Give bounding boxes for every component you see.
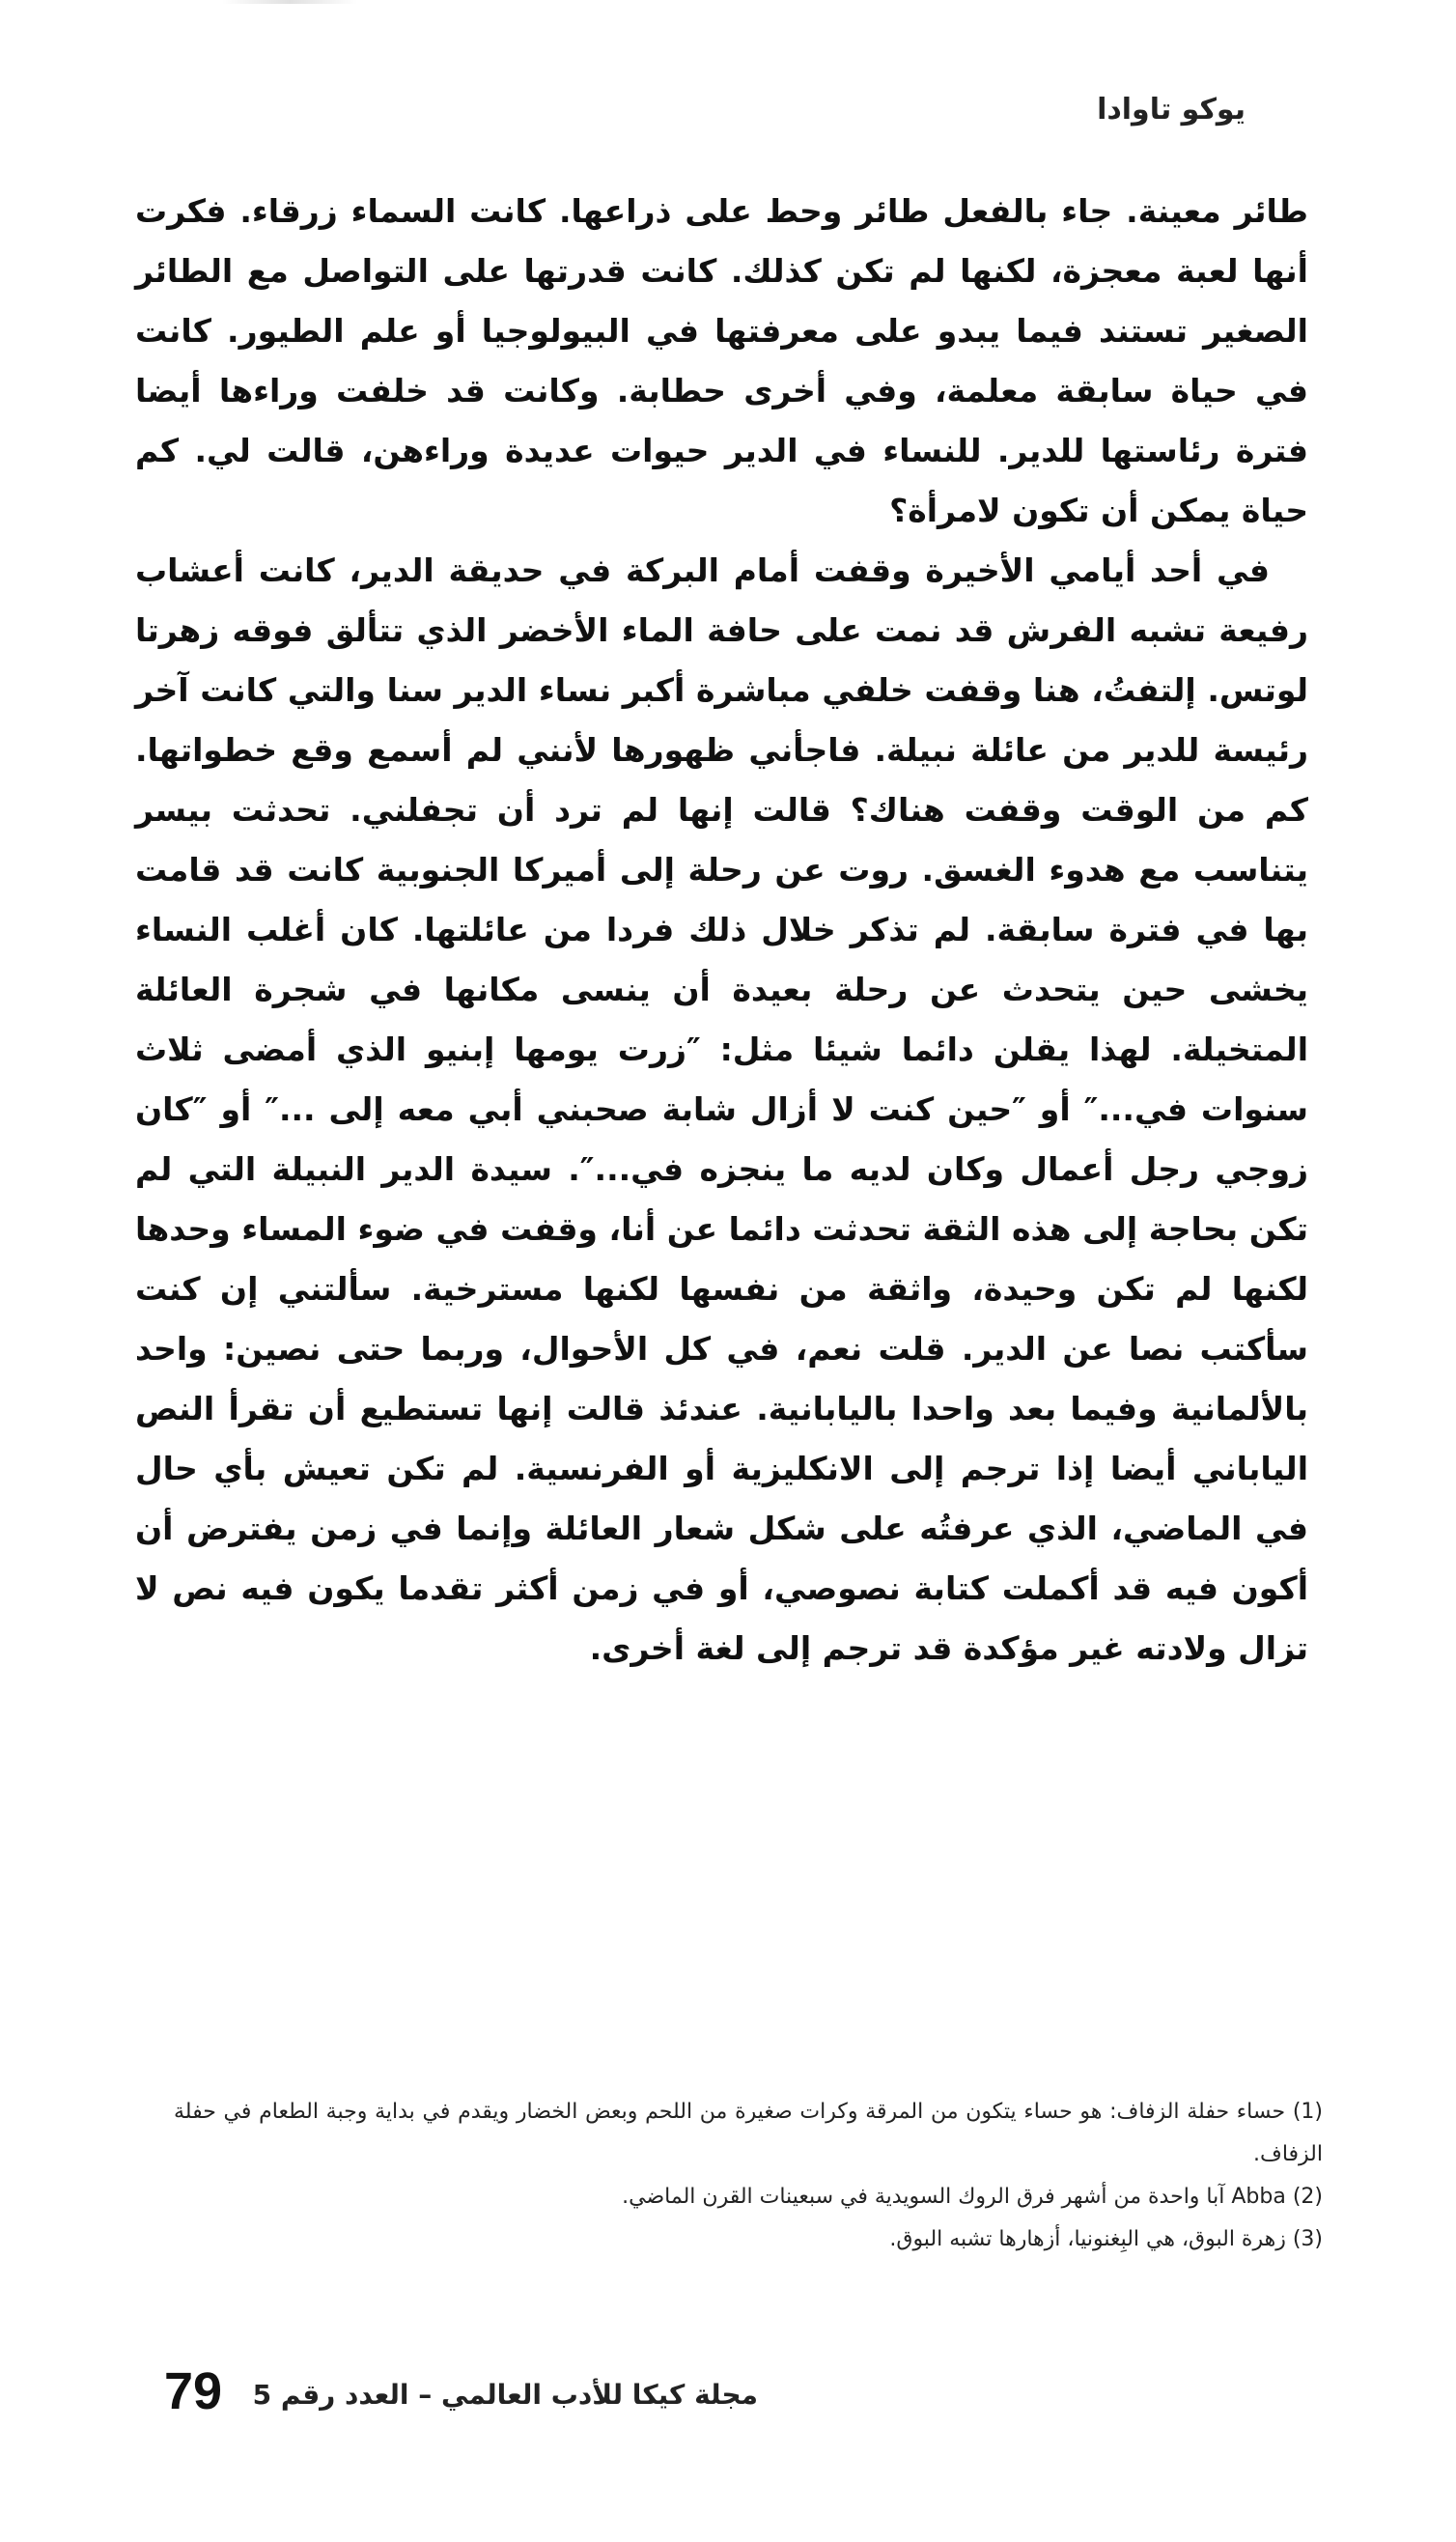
body-paragraph: في أحد أيامي الأخيرة وقفت أمام البركة في حديقة الدير، كانت أعشاب رفيعة تشبه الفرش قد نمت على حافة الماء الأخضر الذي تتألق فوقه زهرتا لوتس. إلتفتُ، هنا وقفت خلفي مباشرة أكبر نساء الدير سنا والتي كانت آخر رئيسة للدير من عائلة نبيلة. فاجأني ظهورها لأنني لم أسمع وقع خطواتها. كم من الوقت وقفت هناك؟ قالت إنها لم ترد أن تجفلني. تحدثت بيسر يتناسب مع هدوء الغسق. روت عن رحلة إلى أميركا الجنوبية كانت قد قامت بها في فترة سابقة. لم تذكر خلال ذلك فردا من عائلتها. كان أغلب النساء يخشى حين يتحدث عن رحلة بعيدة أن ينسى مكانها في شجرة العائلة المتخيلة. لهذا يقلن دائما شيئا مثل: ″زرت يومها إبنيو الذي أمضى ثلاث سنوات في...″ أو ″حين كنت لا أزال شابة صحبني أبي معه إلى ...″ أو ″كان زوجي رجل أعمال وكان لديه ما ينجزه في...″. سيدة الدير النبيلة التي لم تكن بحاجة إلى هذه الثقة تحدثت دائما عن أنا، وقفت في ضوء المساء وحدها لكنها لم تكن وحيدة، واثقة من نفسها لكنها مسترخية. سألتني إن كنت سأكتب نصا عن الدير. قلت نعم، في كل الأحوال، وربما حتى نصين: واحد بالألمانية وفيما بعد واحدا باليابانية. عندئذ قالت إنها تستطيع أن تقرأ النص الياباني أيضا إذا ترجم إلى الانكليزية أو الفرنسية. لم تكن تعيش بأي حال في الماضي، الذي عرفتُه على شكل شعار العائلة وإنما في زمن يفترض أن أكون فيه قد أكملت كتابة نصوصي، أو في زمن أكثر تقدما يكون فيه نص لا تزال ولادته غير مؤكدة قد ترجم إلى لغة أخرى. (135, 551, 1308, 1667)
body-paragraph: طائر معينة. جاء بالفعل طائر وحط على ذراعها. كانت السماء زرقاء. فكرت أنها لعبة معجزة، لكنها لم تكن كذلك. كانت قدرتها على التواصل مع الطائر الصغير تستند فيما يبدو على معرفتها في البيولوجيا أو علم الطيور. كانت في حياة سابقة معلمة، وفي أخرى حطابة. وكانت قد خلفت وراءها أيضا فترة رئاستها للدير. للنساء في الدير حيوات عديدة وراءهن، قالت لي. كم حياة يمكن أن تكون لامرأة؟ (135, 192, 1308, 529)
footnotes (174, 2091, 1323, 2261)
footnote-3: (3) زهرة البوق، هي البِغنونيا، أزهارها تشبه البوق. (889, 2227, 1323, 2251)
scan-edge-shadow (222, 0, 357, 4)
footnote-2: (2) Abba آبا واحدة من أشهر فرق الروك السويدية في سبعينات القرن الماضي. (622, 2185, 1323, 2209)
page-number: 79 (164, 2362, 223, 2420)
journal-name: مجلة كيكا للأدب العالمي – العدد رقم 5 (252, 2379, 758, 2411)
footnote-1: (1) حساء حفلة الزفاف: هو حساء يتكون من المرقة وكرات صغيرة من اللحم وبعض الخضار ويقدم في بداية وجبة الطعام في حفلة الزفاف. (174, 2100, 1323, 2166)
page-footer (154, 2361, 1313, 2429)
article-body (135, 182, 1308, 1679)
running-head-author: يوكو تاوادا (1097, 93, 1246, 127)
